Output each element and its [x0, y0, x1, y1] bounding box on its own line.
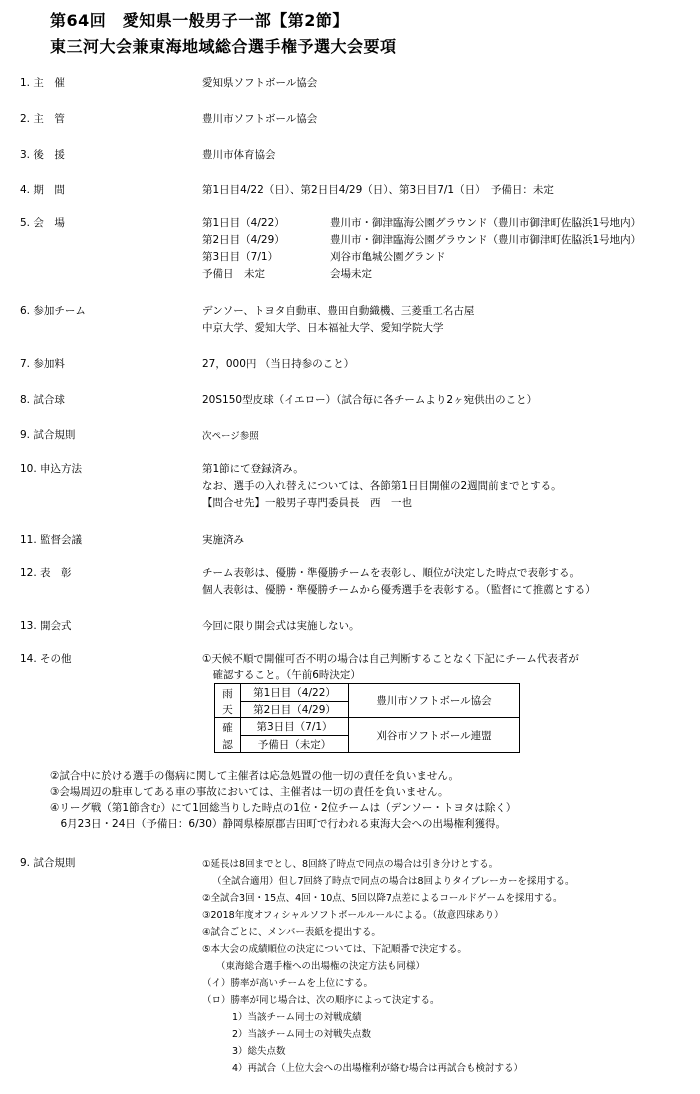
item-label-support: 3. 後 援: [20, 149, 65, 161]
item-value-manager: 豊川市ソフトボール協会: [202, 113, 318, 125]
item-value-application: なお、選手の入れ替えについては、各節第1日目開催の2週間前までとする。: [202, 480, 562, 492]
item-value-teams: デンソー、トヨタ自動車、豊田自動織機、三菱重工名古屋: [202, 305, 475, 317]
item-label-teams: 6. 参加チーム: [20, 305, 86, 317]
rain-check-table: [214, 683, 520, 753]
rain-side-cell: 確: [215, 718, 241, 736]
rules-line: 2）当該チーム同士の対戦失点数: [232, 1029, 372, 1040]
page-title-line2: 東三河大会兼東海地域総合選手権予選大会要項: [50, 37, 397, 56]
rules-line: 3）総失点数: [232, 1046, 286, 1057]
venue-day: 第2日目（4/29）: [202, 234, 285, 246]
venue-place: 会場未定: [330, 268, 372, 280]
rain-side-cell: 天: [215, 702, 241, 718]
rules-line: （イ）勝率が高いチームを上位にする。: [202, 978, 374, 989]
item-label-ceremony: 13. 開会式: [20, 620, 72, 632]
item-label-other: 14. その他: [20, 653, 72, 665]
item-label-award: 12. 表 彰: [20, 567, 72, 579]
venue-place: 豊川市・御津臨海公園グラウンド（豊川市御津町佐脇浜1号地内）: [330, 217, 642, 229]
item-value-ceremony: 今回に限り開会式は実施しない。: [202, 620, 360, 632]
venue-place: 豊川市・御津臨海公園グラウンド（豊川市御津町佐脇浜1号地内）: [330, 234, 642, 246]
item-value-meeting: 実施済み: [202, 534, 244, 546]
rules-line: ③2018年度オフィシャルソフトボールルールによる。（故意四球あり）: [202, 910, 504, 921]
rain-side-cell: 雨: [215, 684, 241, 702]
item-label-meeting: 11. 監督会議: [20, 534, 83, 546]
item-label-application: 10. 申込方法: [20, 463, 83, 475]
other-note: ③会場周辺の駐車してある車の事故においては、主催者は一切の責任を負いません。: [50, 786, 449, 798]
venue-day: 第3日目（7/1）: [202, 251, 279, 263]
rules-line: ①延長は8回までとし、8回終了時点で同点の場合は引き分けとする。: [202, 859, 499, 870]
item-value-other: 確認すること。（午前6時決定）: [202, 669, 361, 681]
item-value-support: 豊川市体育協会: [202, 149, 276, 161]
item-label-venue: 5. 会 場: [20, 217, 65, 229]
rules-line: ②全試合3回・15点、4回・10点、5回以降7点差によるコールドゲームを採用する。: [202, 893, 563, 904]
venue-day: 予備日 未定: [202, 268, 265, 280]
rain-day-cell: 第3日目（7/1）: [241, 718, 349, 736]
item-label-rules-ref: 9. 試合規則: [20, 429, 76, 441]
item-value-award: チーム表彰は、優勝・準優勝チームを表彰し、順位が決定した時点で表彰する。: [202, 567, 580, 579]
rain-contact-cell: 豊川市ソフトボール協会: [349, 684, 519, 718]
other-note: ②試合中に於ける選手の傷病に関して主催者は応急処置の他一切の責任を負いません。: [50, 770, 460, 782]
rain-day-cell: 予備日（未定）: [241, 736, 349, 752]
item-label-fee: 7. 参加料: [20, 358, 65, 370]
rain-day-cell: 第2日目（4/29）: [241, 702, 349, 718]
item-value-ball: 20S150型皮球（イエロー）（試合毎に各チームより2ヶ宛供出のこと）: [202, 394, 538, 406]
item-value-period: 第1日目4/22（日）、第2日目4/29（日）、第3日目7/1（日） 予備日：未定: [202, 184, 554, 196]
item-value-teams: 中京大学、愛知大学、日本福祉大学、愛知学院大学: [202, 322, 444, 334]
item-label-period: 4. 期 間: [20, 184, 65, 196]
item-label-manager: 2. 主 管: [20, 113, 65, 125]
other-note: 6月23日・24日（予備日：6/30）静岡県榛原郡吉田町で行われる東海大会への出場権利獲得。: [50, 818, 506, 830]
item-value-organizer: 愛知県ソフトボール協会: [202, 77, 318, 89]
item-value-fee: 27，000円 （当日持参のこと）: [202, 358, 355, 370]
item-value-award: 個人表彰は、優勝・準優勝チームから優秀選手を表彰する。（監督にて推薦とする）: [202, 584, 596, 596]
rules-line: ④試合ごとに、メンバー表紙を提出する。: [202, 927, 381, 938]
rules-line: ⑤本大会の成績順位の決定については、下記順番で決定する。: [202, 944, 467, 955]
item-value-application: 【問合せ先】一般男子専門委員長 西 一也: [202, 497, 412, 509]
rules-line: （東海総合選手権への出場権の決定方法も同様）: [216, 961, 426, 972]
venue-day: 第1日目（4/22）: [202, 217, 285, 229]
rules-line: （ロ）勝率が同じ場合は、次の順序によって決定する。: [202, 995, 440, 1006]
other-note: ④リーグ戦（第1節含む）にて1回総当りした時点の1位・2位チームは（デンソー・トヨタは除く）: [50, 802, 517, 814]
page-title-line1: 第64回 愛知県一般男子一部【第2節】: [50, 11, 349, 30]
rules-line: 1）当該チーム同士の対戦成績: [232, 1012, 362, 1023]
item-value-rules-ref: 次ページ参照: [202, 431, 259, 442]
item-value-other: ①天候不順で開催可否不明の場合は自己判断することなく下記にチーム代表者が: [202, 653, 579, 665]
rain-day-cell: 第1日目（4/22）: [241, 684, 349, 702]
rules-line: （全試合適用）但し7回終了時点で同点の場合は8回よりタイブレーカーを採用する。: [212, 876, 575, 887]
item-label-organizer: 1. 主 催: [20, 77, 65, 89]
rain-side-cell: 認: [215, 736, 241, 752]
rain-contact-cell: 刈谷市ソフトボール連盟: [376, 729, 492, 742]
venue-place: 刈谷市亀城公園グランド: [330, 251, 446, 263]
rules-line: 4）再試合（上位大会への出場権利が絡む場合は再試合も検討する）: [232, 1063, 524, 1074]
item-value-application: 第1節にて登録済み。: [202, 463, 304, 475]
item-label-ball: 8. 試合球: [20, 394, 65, 406]
rules-label: 9. 試合規則: [20, 857, 76, 869]
